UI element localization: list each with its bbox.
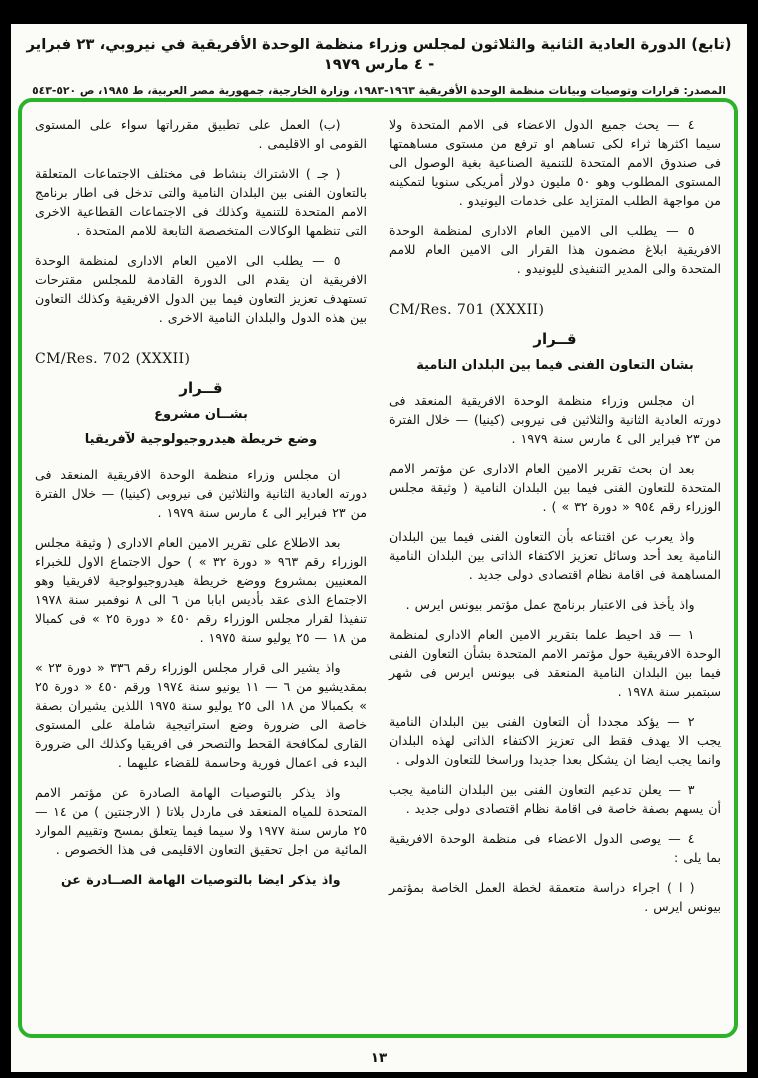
paragraph: ٤ — يحث جميع الدول الاعضاء فى الامم المتحدة ولا سيما اكثرها ثراء لكى تساهم او ترفع من مستوى مساهمتها فى صندوق الامم المتحدة للتنمية الصناعية بغية الوصول الى المستوى المطلوب وهو ٥٠ مليون دولار أمريكى سنويا لتمكينه من مواجهة الطلب المتزايد على خدمات اليونيدو .: [389, 117, 721, 208]
paragraph: ١ — قد احيط علما بتقرير الامين العام الادارى لمنظمة الوحدة الافريقية حول مؤتمر الامم المتحدة بشأن التعاون الفنى فيما بين البلدان النامية المنعقد فى بيونس ايرس فى شهر سبتمبر سنة ١٩٧٨ .: [389, 626, 721, 699]
page-number: ١٣: [370, 1050, 388, 1066]
paragraph: ٢ — يؤكد مجددا أن التعاون الفنى بين البلدان النامية يجب الا يهدف فقط الى تعزيز الاكتفاء الذاتى لهذه البلدان وانما يجب ايضا ان يشكل بعدا جديدا وراسخا للتعاون الدولى .: [389, 713, 721, 767]
document-header: [11, 24, 747, 97]
resolution-code-702: CM/Res. 702 (XXXII): [35, 351, 191, 367]
paragraph: بعد الاطلاع على تقرير الامين العام الادارى ( وثيقة مجلس الوزراء رقم ٩٦٣ « دورة ٣٢ » ) حول الاجتماع الاول للخبراء المعنيين بمشروع ووضع خريطة هيدروجيولوجية لافريقيا وهو الاجتماع الذى عقد بأديس ابابا من ٦ الى ٨ نوفمبر سنة ١٩٧٨ تنفيذا لقرار مجلس الوزراء رقم ٤٥٠ « دورة ٢٥ » فى كمبالا من ١٨ — ٢٥ يوليو سنة ١٩٧٥ .: [35, 534, 368, 645]
resolution-heading: قــرار: [179, 379, 223, 397]
paragraph: (ب) العمل على تطبيق مقرراتها سواء على المستوى القومى او الاقليمى .: [35, 117, 367, 151]
paragraph: ( جـ ) الاشتراك بنشاط فى مختلف الاجتماعات المتعلقة بالتعاون الفنى بين البلدان النامية والتى تدخل فى اطار برنامج الامم المتحدة للتنمية وكذلك فى الاجتماعات القطاعية الاخرى التى تنظمها الوكالات المتخصصة التابعة للامم المتحدة .: [35, 166, 367, 238]
paragraph: ٥ — يطلب الى الامين العام الادارى لمنظمة الوحدة الافريقية ان يقدم الى الدورة القادمة للمجلس مقترحات تستهدف تعزيز التعاون فيما بين الدول الافريقية وكذلك التعاون بين هذه الدول والبلدان النامية الاخرى .: [35, 253, 367, 325]
resolution-code-701: CM/Res. 701 (XXXII): [389, 302, 545, 318]
column-left: [35, 115, 367, 1026]
paragraph: واذ يشير الى قرار مجلس الوزراء رقم ٣٣٦ « دورة ٢٣ » بمقديشيو من ٦ — ١١ يونيو سنة ١٩٧٤ ورقم ٤٥٠ « دورة ٢٥ » بكمبالا من ١٨ الى ٢٥ يوليو سنة ١٩٧٥ اللذين يشيران بصفة خاصة الى ضرورة وضع استراتيجية شاملة على المستوى القارى لمكافحة القحط والتصحر فى افريقيا وكذلك الى ضرورة البدء فى اعمال فورية وحاسمة للقضاء عليهما .: [35, 659, 368, 770]
paragraph: واذ يأخذ فى الاعتبار برنامج عمل مؤتمر بيونس ايرس .: [405, 596, 695, 612]
resolution-subtitle: بشــان مشروع: [154, 407, 248, 422]
paragraph: بعد ان بحث تقرير الامين العام الادارى عن مؤتمر الامم المتحدة للتعاون الفنى فيما بين البلدان النامية ( وثيقة مجلس الوزراء رقم ٩٥٤ « دورة ٣٢ » ) .: [389, 460, 721, 514]
source-citation: المصدر: قرارات وتوصيات وبيانات منظمة الوحدة الأفريقية ١٩٦٣-١٩٨٣، وزارة الخارجية، جمهورية مصر العربية، ط ١٩٨٥، ص ٥٢٠-٥٤٣: [32, 83, 726, 97]
paragraph: واذ يذكر ايضا بالتوصيات الهامة الصــادرة عن: [60, 871, 341, 887]
paragraph: ( ا ) اجراء دراسة متعمقة لخطة العمل الخاصة بمؤتمر بيونس ايرس .: [389, 879, 721, 914]
document-page: [11, 24, 747, 1072]
content-frame: [18, 98, 738, 1038]
resolution-subtitle: وضع خريطة هيدروجيولوجية لآفريقيا: [84, 431, 318, 447]
paragraph: ٣ — يعلن تدعيم التعاون الفنى بين البلدان النامية يجب أن يسهم بصفة خاصة فى اقامة نظام اقتصادى دولى جديد .: [389, 781, 721, 816]
resolution-heading: قــرار: [533, 330, 577, 348]
paragraph: ان مجلس وزراء منظمة الوحدة الافريقية المنعقد فى دورته العادية الثانية والثلاثين فى نيروبى (كينيا) — خلال الفترة من ٢٣ فبراير الى ٤ مارس سنة ١٩٧٩ .: [35, 466, 367, 520]
paragraph: ٥ — يطلب الى الامين العام الادارى لمنظمة الوحدة الافريقية ابلاغ مضمون هذا القرار الى الامين العام للامم المتحدة والى المدير التنفيذى لليونيدو .: [389, 223, 721, 276]
paragraph: ان مجلس وزراء منظمة الوحدة الافريقية المنعقد فى دورته العادية الثانية والثلاثين فى نيروبى (كينيا) — خلال الفترة من ٢٣ فبراير الى ٤ مارس سنة ١٩٧٩ .: [389, 392, 721, 446]
paragraph: واذ يذكر بالتوصيات الهامة الصادرة عن مؤتمر الامم المتحدة للمياه المنعقد فى ماردل بلاتا ( الارجنتين ) من ١٤ — ٢٥ مارس سنة ١٩٧٧ ولا سيما فيما يتعلق بمسح وتقييم الموارد المائية من اجل تحقيق التعاون الاقليمى فى هذا الخصوص .: [35, 784, 367, 857]
resolution-subtitle: بشان التعاون الفنى فيما بين البلدان النامية: [416, 358, 694, 373]
two-column-layout: [35, 115, 721, 1026]
paragraph: ٤ — يوصى الدول الاعضاء فى منظمة الوحدة الافريقية بما يلى :: [389, 830, 721, 865]
page-title: (تابع) الدورة العادية الثانية والثلاثون لمجلس وزراء منظمة الوحدة الأفريقية في نيروبي، ٢٣ فبراير - ٤ مارس ١٩٧٩: [26, 36, 732, 73]
column-right: [389, 115, 721, 1026]
paragraph: واذ يعرب عن اقتناعه بأن التعاون الفنى فيما بين البلدان النامية يعد أحد وسائل تعزيز الاكتفاء الذاتى بين البلدان النامية المساهمة فى اقامة نظام اقتصادى دولى جديد .: [389, 528, 721, 582]
